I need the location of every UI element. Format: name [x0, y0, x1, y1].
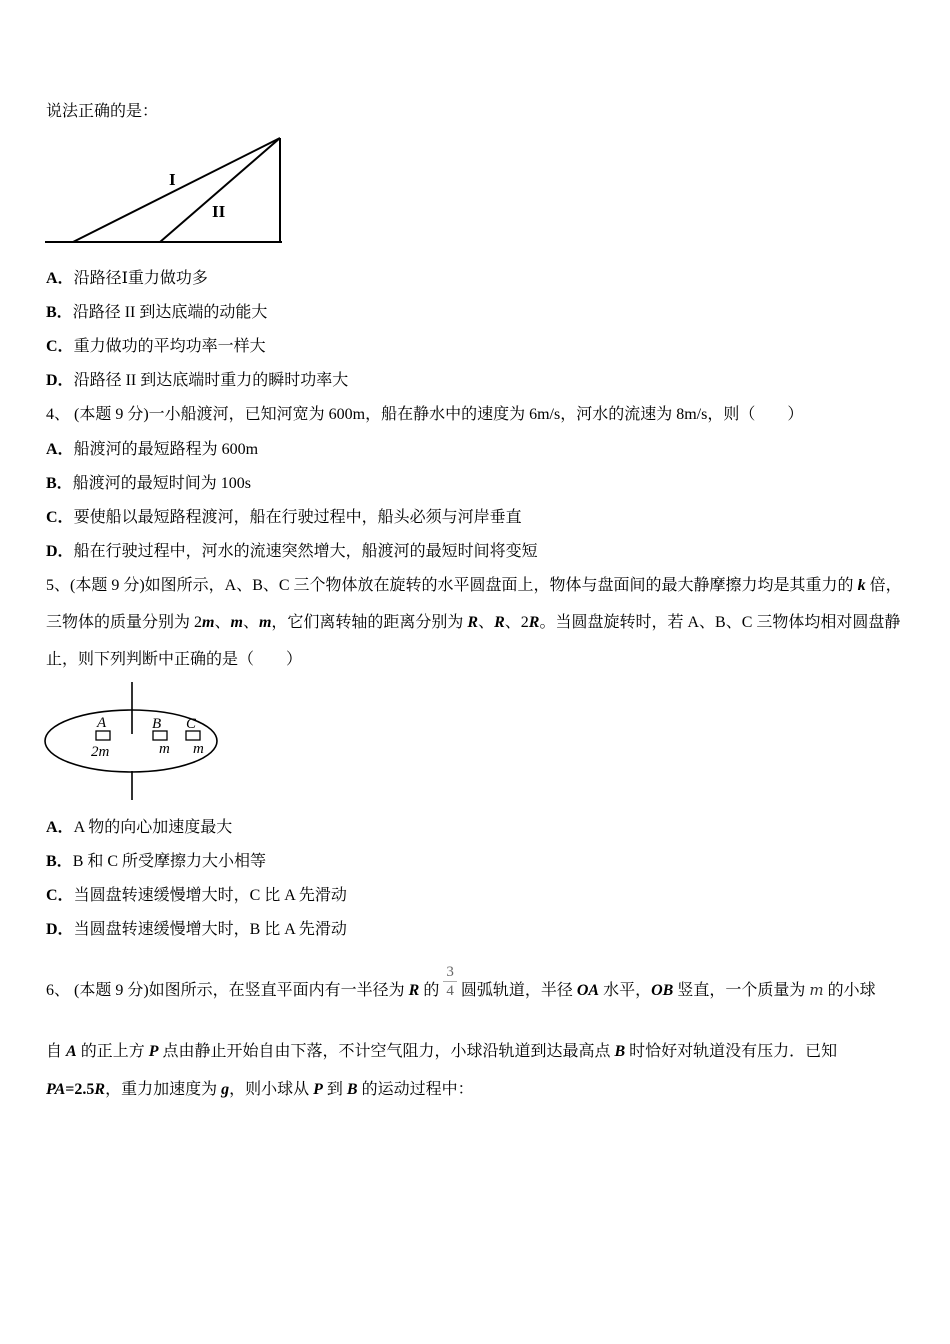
q4-option-c	[46, 508, 522, 528]
option-letter: C．	[46, 509, 74, 526]
variable-m: m	[809, 981, 824, 999]
text-run: 倍，	[865, 577, 902, 594]
variable-g: g	[221, 1081, 230, 1098]
option-text: 当圆盘转速缓慢增大时，B 比 A 先滑动	[73, 921, 347, 938]
option-letter: B．	[46, 475, 73, 492]
q3-option-c	[46, 337, 266, 357]
option-letter: B．	[46, 853, 73, 870]
q6-stem-line-1	[46, 964, 876, 1000]
q5-stem-line-1	[46, 576, 902, 596]
variable-oa: OA	[576, 982, 600, 999]
block-c-mass: m	[193, 741, 204, 757]
option-letter: D．	[46, 921, 74, 938]
option-text: A 物的向心加速度最大	[73, 819, 233, 836]
q4-option-a	[46, 440, 258, 460]
text-run: 点由静止开始自由下落，不计空气阻力，小球沿轨道到达最高点	[158, 1043, 615, 1060]
variable-r: R	[528, 614, 540, 631]
option-text: B 和 C 所受摩擦力大小相等	[72, 853, 267, 870]
text-run: ，它们离转轴的距离分别为	[271, 614, 468, 631]
path-1-label: I	[169, 170, 176, 189]
option-letter: D．	[46, 543, 74, 560]
variable-b: B	[614, 1043, 626, 1060]
variable-r: R	[408, 982, 420, 999]
text-run: 的运动过程中：	[357, 1081, 474, 1098]
block-b-label: B	[152, 716, 162, 732]
text-run: 竖直，一个质量为	[673, 982, 810, 999]
option-letter: C．	[46, 338, 74, 355]
option-text: 沿路径 II 到达底端时重力的瞬时功率大	[73, 372, 349, 389]
q4-stem: 4、 (本题 9 分)一小船渡河，已知河宽为 600m，船在静水中的速度为 6m/s，河水的流速为 8m/s，则（ ）	[46, 406, 804, 423]
incline-paths-figure	[45, 136, 285, 246]
block-b	[153, 731, 167, 740]
option-text: 沿路径Ⅰ重力做功多	[73, 270, 208, 287]
block-c-label: C	[186, 716, 197, 732]
option-text: 要使船以最短路程渡河，船在行驶过程中，船头必须与河岸垂直	[73, 509, 522, 526]
text-run: 5、(本题 9 分)如图所示，A、B、C 三个物体放在旋转的水平圆盘面上，物体与盘面间的最大静摩擦力均是其重力的	[46, 577, 858, 594]
variable-r: R	[467, 614, 479, 631]
q3-option-b	[46, 303, 267, 323]
q6-stem-line-3	[46, 1080, 474, 1100]
variable-pa: PA	[46, 1081, 66, 1098]
q4-option-d	[46, 542, 538, 562]
variable-a: A	[66, 1043, 77, 1060]
variable-k: k	[857, 577, 866, 594]
text-run: ，重力加速度为	[105, 1081, 222, 1098]
text-run: 的	[419, 982, 444, 999]
path-2-label: II	[212, 202, 226, 221]
q5-option-d	[46, 920, 347, 940]
text-run: 。当圆盘旋转时，若 A、B、C 三物体均相对圆盘静	[539, 614, 901, 631]
block-a-mass: 2m	[91, 744, 110, 760]
fraction-three-quarters	[443, 964, 457, 1001]
text-run: 自	[46, 1043, 67, 1060]
text-run: 的正上方	[76, 1043, 149, 1060]
variable-r: R	[494, 614, 505, 631]
fraction-numerator: 3	[443, 963, 457, 982]
text-run: 圆弧轨道，半径	[456, 982, 577, 999]
variable-r: R	[94, 1081, 106, 1098]
q5-option-a	[46, 818, 232, 838]
text-run: 、2	[504, 614, 529, 631]
text-run: 、	[478, 614, 495, 631]
variable-m: m	[230, 614, 243, 631]
block-c	[186, 731, 200, 740]
text-run: 三物体的质量分别为 2	[46, 614, 203, 631]
option-letter: A．	[46, 270, 74, 287]
option-letter: A．	[46, 441, 74, 458]
text-run: =2.5	[65, 1081, 95, 1098]
block-b-mass: m	[159, 741, 170, 757]
variable-p: P	[148, 1043, 159, 1060]
rotating-disc-figure	[44, 682, 220, 802]
variable-p: P	[313, 1081, 323, 1098]
q4-option-b	[46, 474, 251, 494]
option-text: 当圆盘转速缓慢增大时，C 比 A 先滑动	[73, 887, 347, 904]
variable-m: m	[258, 614, 272, 631]
option-text: 船渡河的最短时间为 100s	[72, 475, 251, 492]
text-run: 的小球	[823, 982, 876, 999]
block-a	[96, 731, 110, 740]
q5-option-c	[46, 886, 347, 906]
option-letter: D．	[46, 372, 74, 389]
option-letter: C．	[46, 887, 74, 904]
variable-m: m	[202, 614, 215, 631]
text-run: 6、 (本题 9 分)如图所示，在竖直平面内有一半径为	[46, 982, 409, 999]
text-run: 时恰好对轨道没有压力．已知	[625, 1043, 838, 1060]
option-text: 船渡河的最短路程为 600m	[73, 441, 259, 458]
option-text: 沿路径 II 到达底端的动能大	[72, 304, 268, 321]
text-run: ，则小球从	[229, 1081, 314, 1098]
q3-option-a	[46, 269, 208, 289]
intro-text: 说法正确的是：	[46, 103, 159, 120]
block-a-label: A	[97, 715, 107, 731]
q5-stem-line-3: 止，则下列判断中正确的是（ ）	[46, 651, 303, 668]
q6-stem-line-2	[46, 1042, 837, 1062]
option-text: 重力做功的平均功率一样大	[73, 338, 266, 355]
variable-ob: OB	[651, 982, 674, 999]
option-letter: A．	[46, 819, 74, 836]
q5-option-b	[46, 852, 266, 872]
text-run: 、	[242, 614, 259, 631]
q3-option-d	[46, 371, 348, 391]
q5-stem-line-2	[46, 613, 900, 633]
fraction-denominator: 4	[446, 983, 454, 999]
text-run: 、	[214, 614, 231, 631]
text-run: 水平，	[599, 982, 652, 999]
option-letter: B．	[46, 304, 73, 321]
option-text: 船在行驶过程中，河水的流速突然增大，船渡河的最短时间将变短	[73, 543, 538, 560]
text-run: 到	[322, 1081, 347, 1098]
variable-b: B	[346, 1081, 358, 1098]
